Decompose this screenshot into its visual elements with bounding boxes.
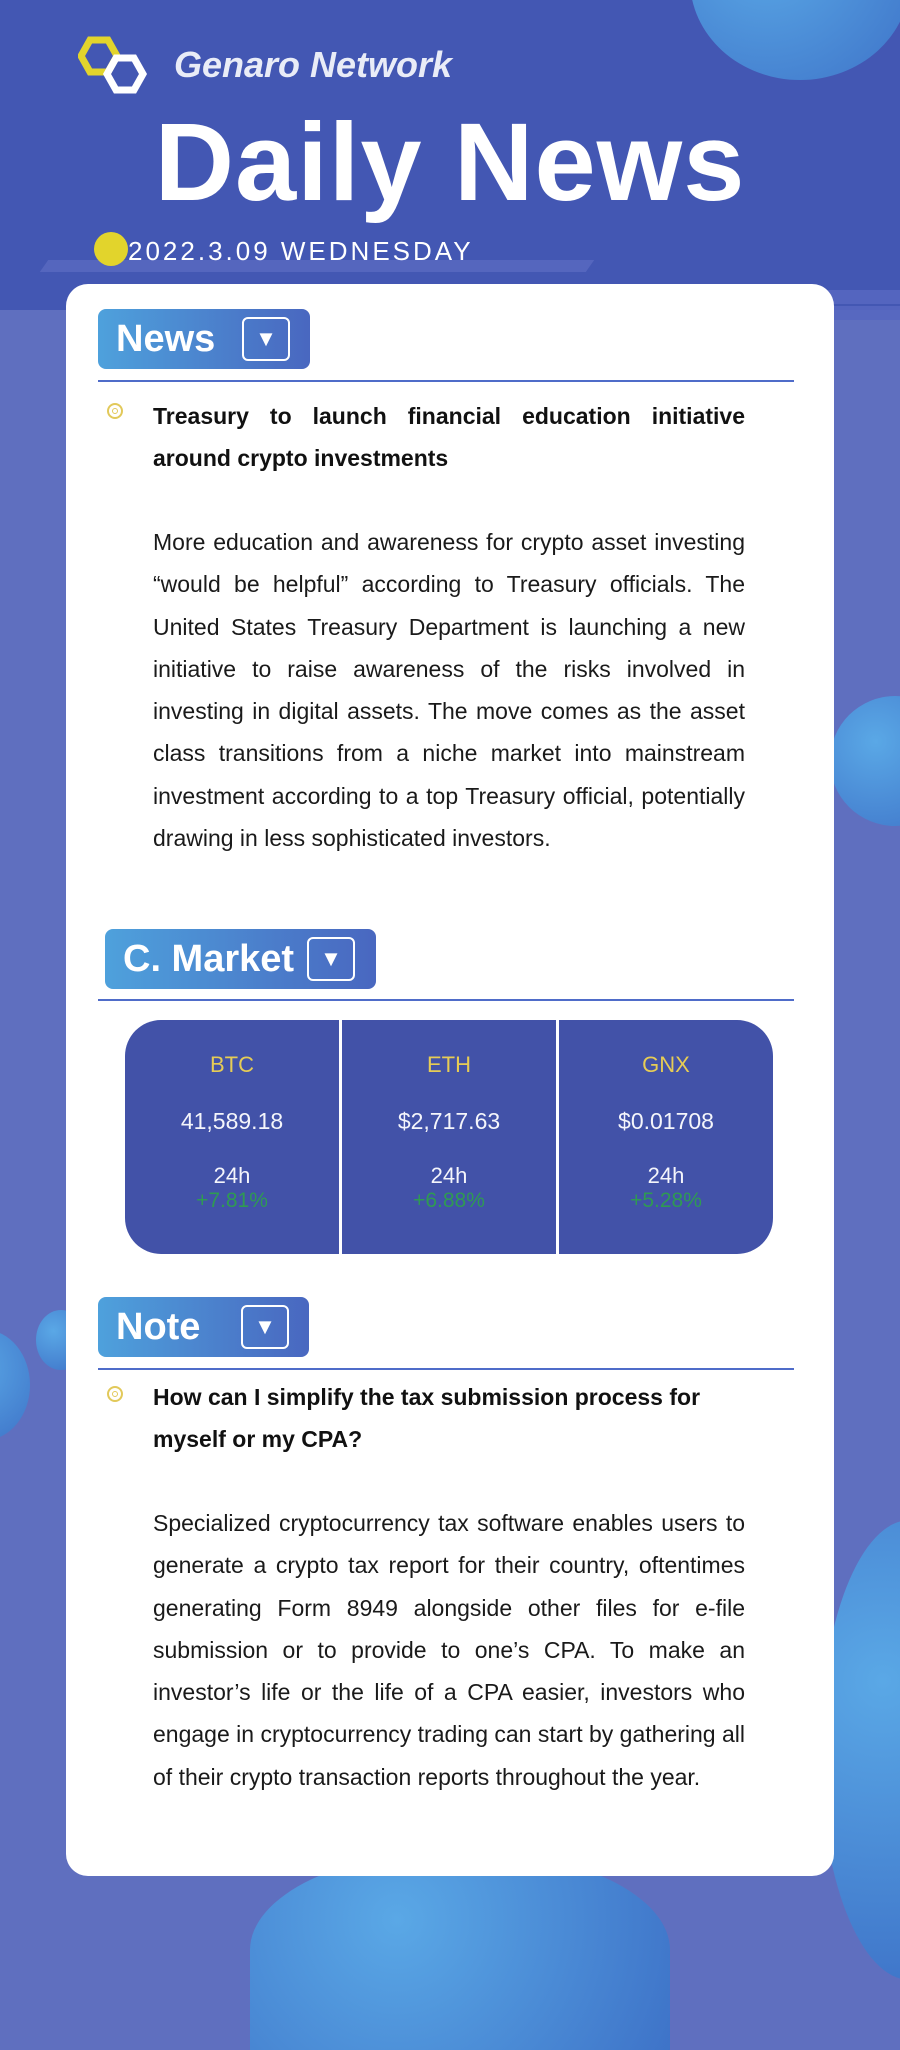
coin-card-gnx — [559, 1020, 773, 1254]
news-bullet-icon — [107, 403, 123, 419]
note-section-label: Note — [116, 1305, 201, 1348]
market-section-tag — [105, 929, 376, 989]
coin-period: 24h — [647, 1163, 685, 1188]
decor-bubble-bottom — [250, 1850, 670, 2050]
coin-symbol: BTC — [210, 1052, 254, 1077]
date-label: 2022.3.09 WEDNESDAY — [128, 236, 474, 266]
coin-change: +5.28% — [630, 1189, 702, 1212]
coin-symbol: ETH — [427, 1052, 471, 1077]
market-section-label: C. Market — [123, 937, 295, 980]
note-divider — [98, 1368, 794, 1370]
note-dropdown-button[interactable]: ▼ — [241, 1305, 289, 1349]
decor-bubble-right — [830, 696, 900, 826]
market-dropdown-button[interactable]: ▼ — [307, 937, 355, 981]
coin-price: $2,717.63 — [397, 1108, 501, 1134]
market-divider — [98, 999, 794, 1001]
date-dot-icon — [94, 232, 128, 266]
coin-card-eth — [342, 1020, 559, 1254]
genaro-logo-icon — [78, 36, 158, 98]
coin-symbol: GNX — [642, 1052, 690, 1077]
note-section-tag — [98, 1297, 309, 1357]
page-title: Daily News — [154, 101, 746, 224]
coin-change: +6.88% — [413, 1189, 485, 1212]
note-headline: How can I simplify the tax submission process for myself or my CPA? — [153, 1384, 701, 1452]
coin-card-btc — [125, 1020, 342, 1254]
coin-period: 24h — [430, 1163, 468, 1188]
news-body: More education and awareness for crypto asset investing “would be helpful” according to Treasury officials. The United States Treasury Department is launching a new initiative to raise awareness of the risks involved in investing in digital assets. The move comes as the asset class transitions from a niche market into mainstream investment according to a top Treasury official, potentially drawing in less sophisticated investors. — [153, 529, 745, 852]
coin-period: 24h — [213, 1163, 251, 1188]
coin-price: $0.01708 — [618, 1108, 714, 1134]
note-body: Specialized cryptocurrency tax software enables users to generate a crypto tax report for their country, oftentimes generating Form 8949 alongside other files for e-file submission or to provide to one’s CPA. To make an investor’s life or the life of a CPA easier, investors who engage in cryptocurrency trading can start by gathering all of their crypto transaction reports throughout the year. — [153, 1510, 745, 1790]
coin-price: 41,589.18 — [180, 1108, 284, 1134]
news-dropdown-button[interactable]: ▼ — [242, 317, 290, 361]
news-section-tag — [98, 309, 310, 369]
decor-bubble-left — [0, 1330, 30, 1440]
market-panel — [125, 1020, 773, 1254]
note-bullet-icon — [107, 1386, 123, 1402]
brand-name: Genaro Network — [174, 44, 453, 85]
news-headline: Treasury to launch financial education initiative around crypto investments — [153, 403, 745, 471]
coin-change: +7.81% — [196, 1189, 268, 1212]
news-divider — [98, 380, 794, 382]
news-section-label: News — [116, 317, 216, 360]
